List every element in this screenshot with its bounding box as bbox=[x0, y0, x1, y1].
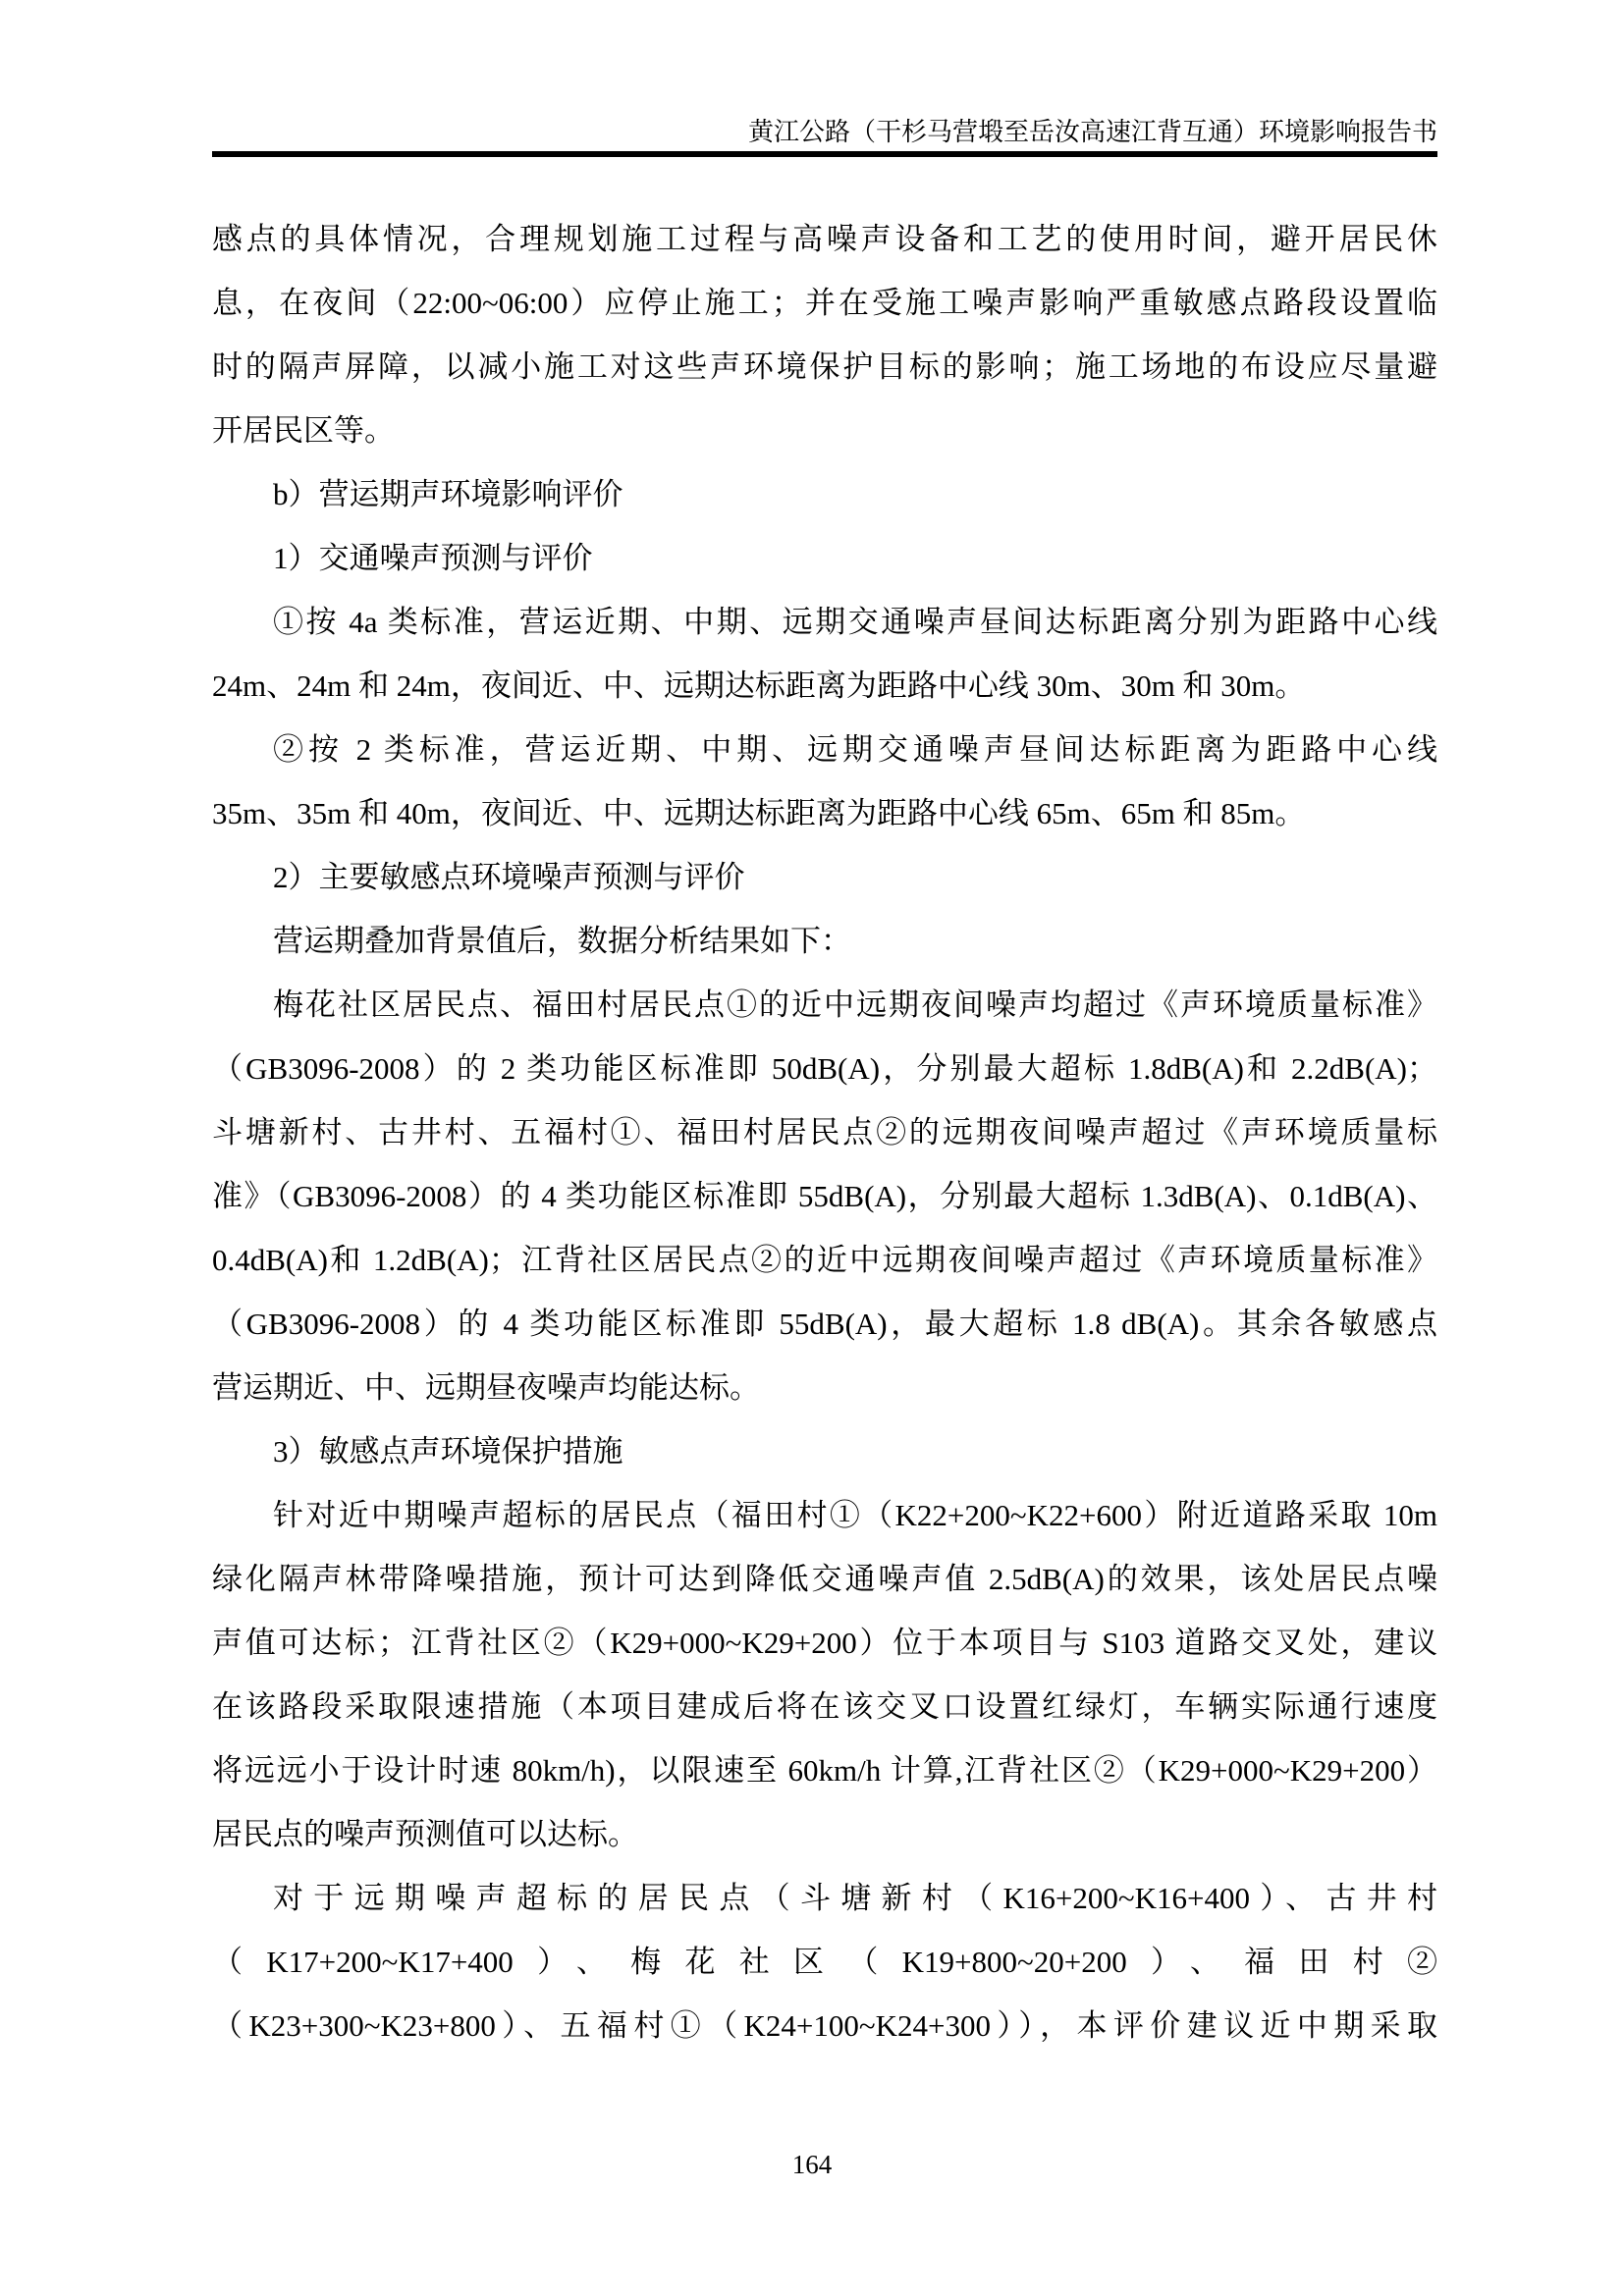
text-line: 息，在夜间（22:00~06:00）应停止施工；并在受施工噪声影响严重敏感点路段设置临 bbox=[212, 286, 1437, 320]
text-line: 在该路段采取限速措施（本项目建成后将在该交叉口设置红绿灯，车辆实际通行速度 bbox=[212, 1689, 1437, 1724]
text-line: 35m、35m 和 40m，夜间近、中、远期达标距离为距路中心线 65m、65m 和 85m。 bbox=[212, 796, 1306, 830]
text-line: 居民点的噪声预测值可以达标。 bbox=[212, 1817, 638, 1851]
text-line: 将远远小于设计时速 80km/h)，以限速至 60km/h 计算,江背社区②（K29+000~K29+200） bbox=[212, 1753, 1437, 1788]
text-line: 准》（GB3096-2008）的 4 类功能区标准即 55dB(A)，分别最大超标 1.3dB(A)、0.1dB(A)、 bbox=[212, 1179, 1437, 1213]
text-line: b）营运期声环境影响评价 bbox=[273, 477, 623, 511]
text-line: 营运期叠加背景值后，数据分析结果如下： bbox=[273, 924, 851, 958]
text-line: 声值可达标；江背社区②（K29+000~K29+200）位于本项目与 S103 道路交叉处，建议 bbox=[212, 1626, 1437, 1660]
page-number: 164 bbox=[791, 2150, 833, 2179]
text-line: （K17+200~K17+400）、梅花社区（K19+800~20+200）、福田村② bbox=[212, 1945, 1437, 1979]
text-line: （GB3096-2008）的 4 类功能区标准即 55dB(A)，最大超标 1.8 dB(A)。其余各敏感点 bbox=[212, 1307, 1437, 1341]
text-line: 2）主要敏感点环境噪声预测与评价 bbox=[273, 860, 745, 894]
text-line: 斗塘新村、古井村、五福村①、福田村居民点②的远期夜间噪声超过《声环境质量标 bbox=[212, 1115, 1437, 1149]
text-line: 绿化隔声林带降噪措施，预计可达到降低交通噪声值 2.5dB(A)的效果，该处居民点噪 bbox=[212, 1562, 1437, 1596]
header-rule bbox=[212, 151, 1437, 157]
text-line: ①按 4a 类标准，营运近期、中期、远期交通噪声昼间达标距离分别为距路中心线 bbox=[273, 605, 1437, 639]
body-lines bbox=[212, 207, 1437, 2057]
text-line: 0.4dB(A)和 1.2dB(A)；江背社区居民点②的近中远期夜间噪声超过《声环境质量标准》 bbox=[212, 1243, 1437, 1277]
text-line: 梅花社区居民点、福田村居民点①的近中远期夜间噪声均超过《声环境质量标准》 bbox=[273, 988, 1437, 1022]
text-line: 1）交通噪声预测与评价 bbox=[273, 541, 593, 575]
text-line: （K23+300~K23+800）、五福村①（K24+100~K24+300）），本评价建议近中期采取 bbox=[212, 2008, 1437, 2043]
running-header-title: 黄江公路（干杉马营塅至岳汝高速江背互通）环境影响报告书 bbox=[747, 118, 1437, 146]
text-line: 对于远期噪声超标的居民点（斗塘新村（K16+200~K16+400）、古井村 bbox=[273, 1881, 1437, 1915]
text-line: 时的隔声屏障，以减小施工对这些声环境保护目标的影响；施工场地的布设应尽量避 bbox=[212, 349, 1437, 384]
text-line: 感点的具体情况，合理规划施工过程与高噪声设备和工艺的使用时间，避开居民休 bbox=[212, 222, 1437, 256]
text-line: 24m、24m 和 24m，夜间近、中、远期达标距离为距路中心线 30m、30m 和 30m。 bbox=[212, 668, 1306, 703]
text-line: 3）敏感点声环境保护措施 bbox=[273, 1434, 623, 1468]
text-line: 开居民区等。 bbox=[212, 413, 395, 448]
text-line: （GB3096-2008）的 2 类功能区标准即 50dB(A)，分别最大超标 1.8dB(A)和 2.2dB(A)； bbox=[212, 1051, 1437, 1086]
text-line: ②按 2 类标准，营运近期、中期、远期交通噪声昼间达标距离为距路中心线 bbox=[273, 732, 1437, 767]
text-line: 营运期近、中、远期昼夜噪声均能达标。 bbox=[212, 1370, 760, 1405]
text-line: 针对近中期噪声超标的居民点（福田村①（K22+200~K22+600）附近道路采取 10m bbox=[273, 1498, 1437, 1532]
